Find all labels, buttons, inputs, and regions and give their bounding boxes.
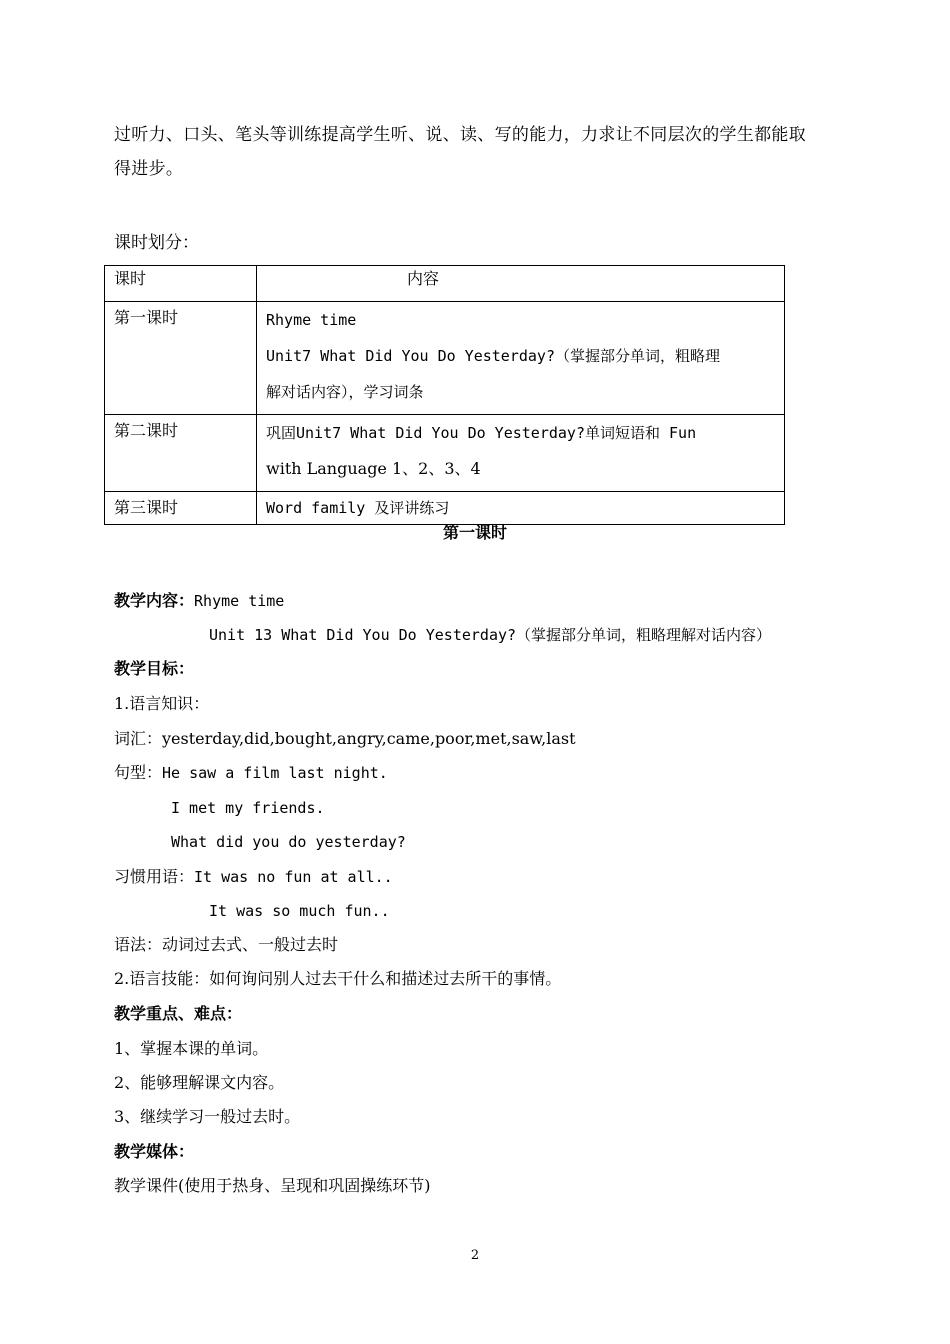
key-point-1: 1、掌握本课的单词。 — [114, 1039, 269, 1058]
table-row — [105, 415, 785, 492]
row-3-line-1: Word family 及评讲练习 — [266, 499, 450, 517]
row-2-line-2: with Language 1、2、3、4 — [266, 459, 481, 478]
row-2-period: 第二课时 — [105, 415, 257, 492]
content-line-2: Unit 13 What Did You Do Yesterday?（掌握部分单词，粗略理解对话内容） — [209, 626, 772, 644]
content-label: 教学内容： — [114, 591, 195, 610]
grammar: 语法：动词过去式、一般过去时 — [114, 935, 339, 954]
intro-line-1: 过听力、口头、笔头等训练提高学生听、说、读、写的能力，力求让不同层次的学生都能取 — [114, 125, 806, 145]
goals-label: 教学目标： — [114, 659, 195, 678]
intro-line-2: 得进步。 — [114, 159, 184, 179]
vocabulary: 词汇：yesterday,did,bought,angry,came,poor,met,saw,last — [114, 729, 576, 748]
schedule-label: 课时划分： — [114, 233, 199, 253]
row-1-line-3: 解对话内容），学习词条 — [266, 383, 424, 401]
row-1-line-2: Unit7 What Did You Do Yesterday?（掌握部分单词，粗略理 — [266, 347, 720, 365]
sentence-row-1 — [114, 762, 388, 784]
sentence-2: I met my friends. — [171, 799, 325, 817]
row-2-line-1: 巩固Unit7 What Did You Do Yesterday?单词短语和 Fun — [266, 424, 697, 442]
header-period: 课时 — [105, 266, 257, 302]
row-1-line-1: Rhyme time — [266, 311, 357, 329]
content-row-1 — [114, 590, 284, 612]
page-number: 2 — [470, 1248, 480, 1263]
sentence-1: He saw a film last night. — [162, 764, 388, 782]
goal-2: 2.语言技能：如何询问别人过去干什么和描述过去所干的事情。 — [114, 969, 562, 988]
intro-paragraph — [114, 118, 844, 186]
idiom-1: It was no fun at all.. — [194, 868, 393, 886]
key-point-3: 3、继续学习一般过去时。 — [114, 1107, 301, 1126]
content-line-1: Rhyme time — [194, 592, 285, 610]
header-content: 内容 — [257, 266, 785, 302]
idiom-2: It was so much fun.. — [209, 902, 390, 920]
table-row — [105, 302, 785, 415]
row-1-period: 第一课时 — [105, 302, 257, 415]
sentence-label: 句型： — [114, 763, 163, 782]
idiom-label: 习惯用语： — [114, 867, 195, 886]
row-1-content — [257, 302, 785, 415]
key-points-label: 教学重点、难点： — [114, 1004, 243, 1023]
lesson-title: 第一课时 — [442, 523, 507, 542]
sentence-3: What did you do yesterday? — [171, 833, 406, 851]
key-point-2: 2、能够理解课文内容。 — [114, 1073, 285, 1092]
row-3-period: 第三课时 — [105, 492, 257, 525]
media-label: 教学媒体： — [114, 1142, 195, 1161]
table-header-row — [105, 266, 785, 302]
schedule-table — [104, 265, 785, 525]
media-text: 教学课件(使用于热身、呈现和巩固操练环节) — [114, 1176, 431, 1195]
row-2-content — [257, 415, 785, 492]
goal-1: 1.语言知识： — [114, 694, 210, 713]
idiom-row-1 — [114, 866, 393, 888]
